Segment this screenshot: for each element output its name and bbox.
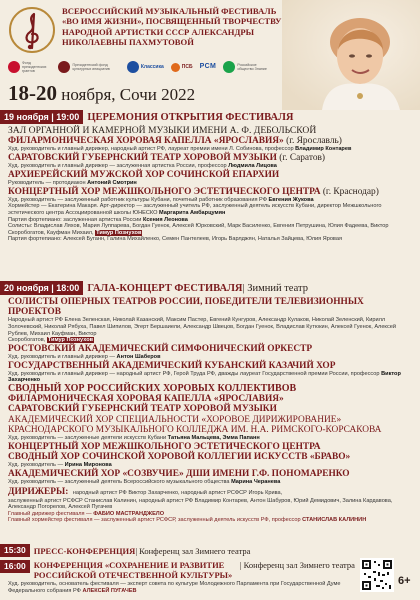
day2-soloists-heading: СОЛИСТЫ ОПЕРНЫХ ТЕАТРОВ РОССИИ, ПОБЕДИТЕЛИ ТЕЛЕВИЗИОННЫХ ПРОЕКТОВ	[8, 297, 364, 318]
day1-bishops-choir-director: Руководитель — протодиакон Антоний Смотрин	[8, 180, 137, 186]
partner-znanie: Российское общество Знание	[223, 61, 268, 73]
qr-code-icon[interactable]	[360, 558, 394, 592]
day2-soloists-list-end: Скоробогатов, Тимур Познухов	[8, 337, 94, 344]
festival-title: ВСЕРОССИЙСКИЙ МУЗЫКАЛЬНЫЙ ФЕСТИВАЛЬ «ВО ИМЯ ЖИЗНИ», ПОСВЯЩЕННЫЙ ТВОРЧЕСТВУ НАРОДНОЙ АРТИСТКИ СССР АЛЕКСАНДРЫ НИКОЛАЕВНЫ ПАХМУТОВОЙ	[62, 6, 282, 48]
day1-program	[8, 126, 416, 243]
day2-chief-choirmaster: Главный хормейстер фестиваля — заслуженный артист РСФСР, заслуженный деятель искусств РФ, профессор СТАНИСЛАВ КАЛИНИН	[8, 517, 367, 524]
month-city: ноября, Сочи 2022	[61, 85, 196, 104]
event1-time: 15:30	[0, 544, 30, 557]
event2-time: 16:00	[0, 560, 30, 573]
day1-badge: 19 ноября | 19:00	[0, 110, 83, 124]
day1-title: ЦЕРЕМОНИЯ ОТКРЫТИЯ ФЕСТИВАЛЯ	[87, 111, 294, 123]
day1-krasnodar-director: Худ. руководитель — заслуженный работник культуры Кубани, почетный работник образования РФ Евгения Жукова	[8, 196, 314, 203]
day2-academic-choir: АКАДЕМИЧЕСКИЙ ХОР СПЕЦИАЛЬНОСТИ «ХОРОВОЕ ДИРИЖИРОВАНИЕ»	[8, 414, 342, 425]
day1-ensemble-bishops-choir: АРХИЕРЕЙСКИЙ МУЖСКОЙ ХОР СОЧИНСКОЙ ЕПАРХИИ	[8, 169, 280, 180]
day2-sozvuchie-choir: АКАДЕМИЧЕСКИЙ ХОР «СОЗВУЧИЕ» ДШИ ИМЕНИ Г.Ф. ПОНОМАРЕНКО	[8, 468, 350, 479]
day2-saratov: САРАТОВСКИЙ ГУБЕРНСКИЙ ТЕАТР ХОРОВОЙ МУЗЫКИ	[8, 404, 277, 415]
day1-piano-part-2: Партия фортепиано: Алексей Буганн, Галина Михайленко, Семен Пантелеев, Игорь Варлджян, Наталья Зайцева, Юлия Яровая	[8, 236, 342, 243]
day1-piano-part: Партия фортепиано: заслуженная артистка России Ксения Леонова	[8, 216, 188, 223]
day2-combined-choir: СВОДНЫЙ ХОР РОССИЙСКИХ ХОРОВЫХ КОЛЛЕКТИВОВ	[8, 382, 297, 394]
day2-soloists-list: Народный артист РФ Елена Зеленская, Николай Казанский, Максим Пастер, Евгений Кунгуров, Александр Кулаков, Николай Зеленский, Кирилл Золочевский, Николай Рябуха, Павел Шипилов, Эгерт Бершаиели, Александр Швецов, Богдан Гуенок, Владислав Кутюкин, Алексей Гуенок, Алексей Рублев, Михаил Кауфман, Виктор	[8, 317, 396, 337]
footer-founder: Худ. руководитель, основатель фестиваля — эксперт совета по культуре Молодежного Парламента при Государственной Думе Федерального собрания РФ АЛЕКСЕЙ ПУГАЧЕВ	[8, 581, 341, 594]
day2-conductors-list: заслуженный артист РСФСР Станислав Калинин, народный артист РФ Владимир Контарев, Антон Шабуров, Юрий Демидович, Залина Кардавова, Александр Погорелов, Алексей Пугачев	[8, 497, 393, 511]
partner-psb: ПСБ	[171, 63, 193, 72]
highlighted-soloist: Тимур Познухов	[96, 229, 142, 236]
day2-kuban-choir: ГОСУДАРСТВЕННЫЙ АКАДЕМИЧЕСКИЙ КУБАНСКИЙ КАЗАЧИЙ ХОР	[8, 360, 336, 371]
event-conference	[0, 560, 355, 580]
partner-classika: Классика	[127, 61, 164, 73]
highlighted-soloist-2: Тимур Познухов	[47, 337, 94, 344]
culture-fund-icon	[58, 61, 70, 73]
day1-ensemble-yaroslavia: ФИЛАРМОНИЧЕСКАЯ ХОРОВАЯ КАПЕЛЛА «ЯРОСЛАВИЯ» (г. Ярославль)	[8, 136, 342, 147]
event-press-conference	[0, 544, 250, 557]
day2-program	[8, 297, 416, 524]
day2-conductors: ДИРИЖЕРЫ: народный артист РФ Виктор Захарченко, народный артист РСФСР Игорь Крива,	[8, 487, 283, 498]
partner-rsm: РСМ	[199, 63, 217, 70]
day2-rostov-orchestra: РОСТОВСКИЙ АКАДЕМИЧЕСКИЙ СИМФОНИЧЕСКИЙ ОРКЕСТР	[8, 343, 313, 354]
day2-title: ГАЛА-КОНЦЕРТ ФЕСТИВАЛЯ	[87, 282, 243, 294]
day1-venue: ЗАЛ ОРГАННОЙ И КАМЕРНОЙ МУЗЫКИ ИМЕНИ А. Ф. ДЕБОЛЬСКОЙ	[8, 125, 317, 136]
day1-yaroslavia-director: Худ. руководитель и главный дирижер, народный артист РФ, лауреат премии имени Л. Собинова, профессор Владимир Контарев	[8, 146, 352, 153]
day2-venue: | Зимний театр	[242, 282, 308, 294]
day2-krasnodar-college: КРАСНОДАРСКОГО МУЗЫКАЛЬНОГО КОЛЛЕДЖА ИМ. Н.А. РИМСКОГО-КОРСАКОВА	[8, 424, 382, 435]
partner-pfk-grants: Фонд президентских грантов	[8, 61, 51, 73]
day1-ensemble-saratov: САРАТОВСКИЙ ГУБЕРНСКИЙ ТЕАТР ХОРОВОЙ МУЗЫКИ (г. Саратов)	[8, 153, 326, 163]
day2-sozvuchie-director: Худ. руководитель — заслуженный деятель Всероссийского музыкального общества Марина Черанева	[8, 478, 281, 485]
event1-title: ПРЕСС-КОНФЕРЕНЦИЯ	[33, 545, 136, 556]
day1-soloists: Солисты: Владислав Ляхов, Мария Луппарева, Богдан Гуенок, Алексей Юрковский, Марк Василенко, Евгения Петрушина, Юлия Фадеева, Виктор Скоробогатов, Кауфман Михаил, Тимур Познухов	[8, 223, 389, 236]
festival-dates	[8, 81, 195, 106]
footer-note	[8, 581, 353, 594]
day2-chief-conductor: Главный дирижер фестиваля — ФАБИО МАСТРАНДЖЕЛО	[8, 510, 165, 517]
poster-header	[0, 0, 420, 108]
day1-saratov-director: Худ. руководитель и главный дирижер — заслуженная артистка России, профессор Людмила Лицова	[8, 163, 277, 170]
day2-banner	[0, 281, 308, 295]
day2-krasnodar-choir: КОНЦЕРТНЫЙ ХОР МЕЖШКОЛЬНОГО ЭСТЕТИЧЕСКОГО ЦЕНТРА	[8, 441, 321, 452]
grants-fund-icon	[8, 61, 20, 73]
event2-venue: | Конференц зал Зимнего театра	[239, 560, 355, 570]
event2-title: КОНФЕРЕНЦИЯ «СОХРАНЕНИЕ И РАЗВИТИЕ РОССИЙСКОЙ ОТЕЧЕСТВЕННОЙ КУЛЬТУРЫ»	[33, 560, 233, 580]
day1-krasnodar-staff: Хормейстер — Екатерина Макаря. Арт-директор — заслуженный учитель РФ, заслуженный деятель искусств Кубани, директор Межшкольного эстетического центра Ассоциированной школы ЮНЕСКО Маргарита Амбарцумян	[8, 203, 382, 216]
day1-ensemble-krasnodar-choir: КОНЦЕРТНЫЙ ХОР МЕЖШКОЛЬНОГО ЭСТЕТИЧЕСКОГО ЦЕНТРА (г. Краснодар)	[8, 186, 379, 197]
day2-yaroslavia: ФИЛАРМОНИЧЕСКАЯ ХОРОВАЯ КАПЕЛЛА «ЯРОСЛАВИЯ»	[8, 394, 284, 405]
age-rating: 6+	[398, 575, 411, 587]
event1-venue: | Конференц зал Зимнего театра	[135, 545, 251, 556]
classika-icon	[127, 61, 139, 73]
psb-icon	[171, 63, 180, 72]
partner-logos	[8, 58, 268, 76]
day2-rostov-director: Худ. руководитель и главный дирижер — Антон Шаберов	[8, 353, 161, 360]
date-range: 18-20	[8, 81, 57, 105]
day2-bravo-director: Худ. руководитель — Ирина Миронова	[8, 461, 112, 468]
day2-badge: 20 ноября | 18:00	[0, 281, 83, 295]
treble-clef-logo-icon	[8, 6, 56, 54]
day2-bravo-choir: СВОДНЫЙ ХОР СОЧИНСКОЙ ХОРОВОЙ КОЛЛЕГИИ ИСКУССТВ «БРАВО»	[8, 451, 351, 462]
composer-portrait	[282, 0, 420, 110]
partner-culture-fund: Президентский фонд культурных инициатив	[58, 61, 119, 73]
day2-college-directors: Худ. руководитель — заслуженные деятели искусств Кубани Татьяна Мальцева, Эмма Папанн	[8, 434, 260, 441]
day2-kuban-director: Худ. руководитель и главный дирижер — народный артист РФ, Герой Труда РФ, дважды лауреат Государственной премии России, профессор Виктор Захарченко	[8, 370, 401, 384]
znanie-icon	[223, 61, 235, 73]
day1-banner	[0, 110, 294, 124]
